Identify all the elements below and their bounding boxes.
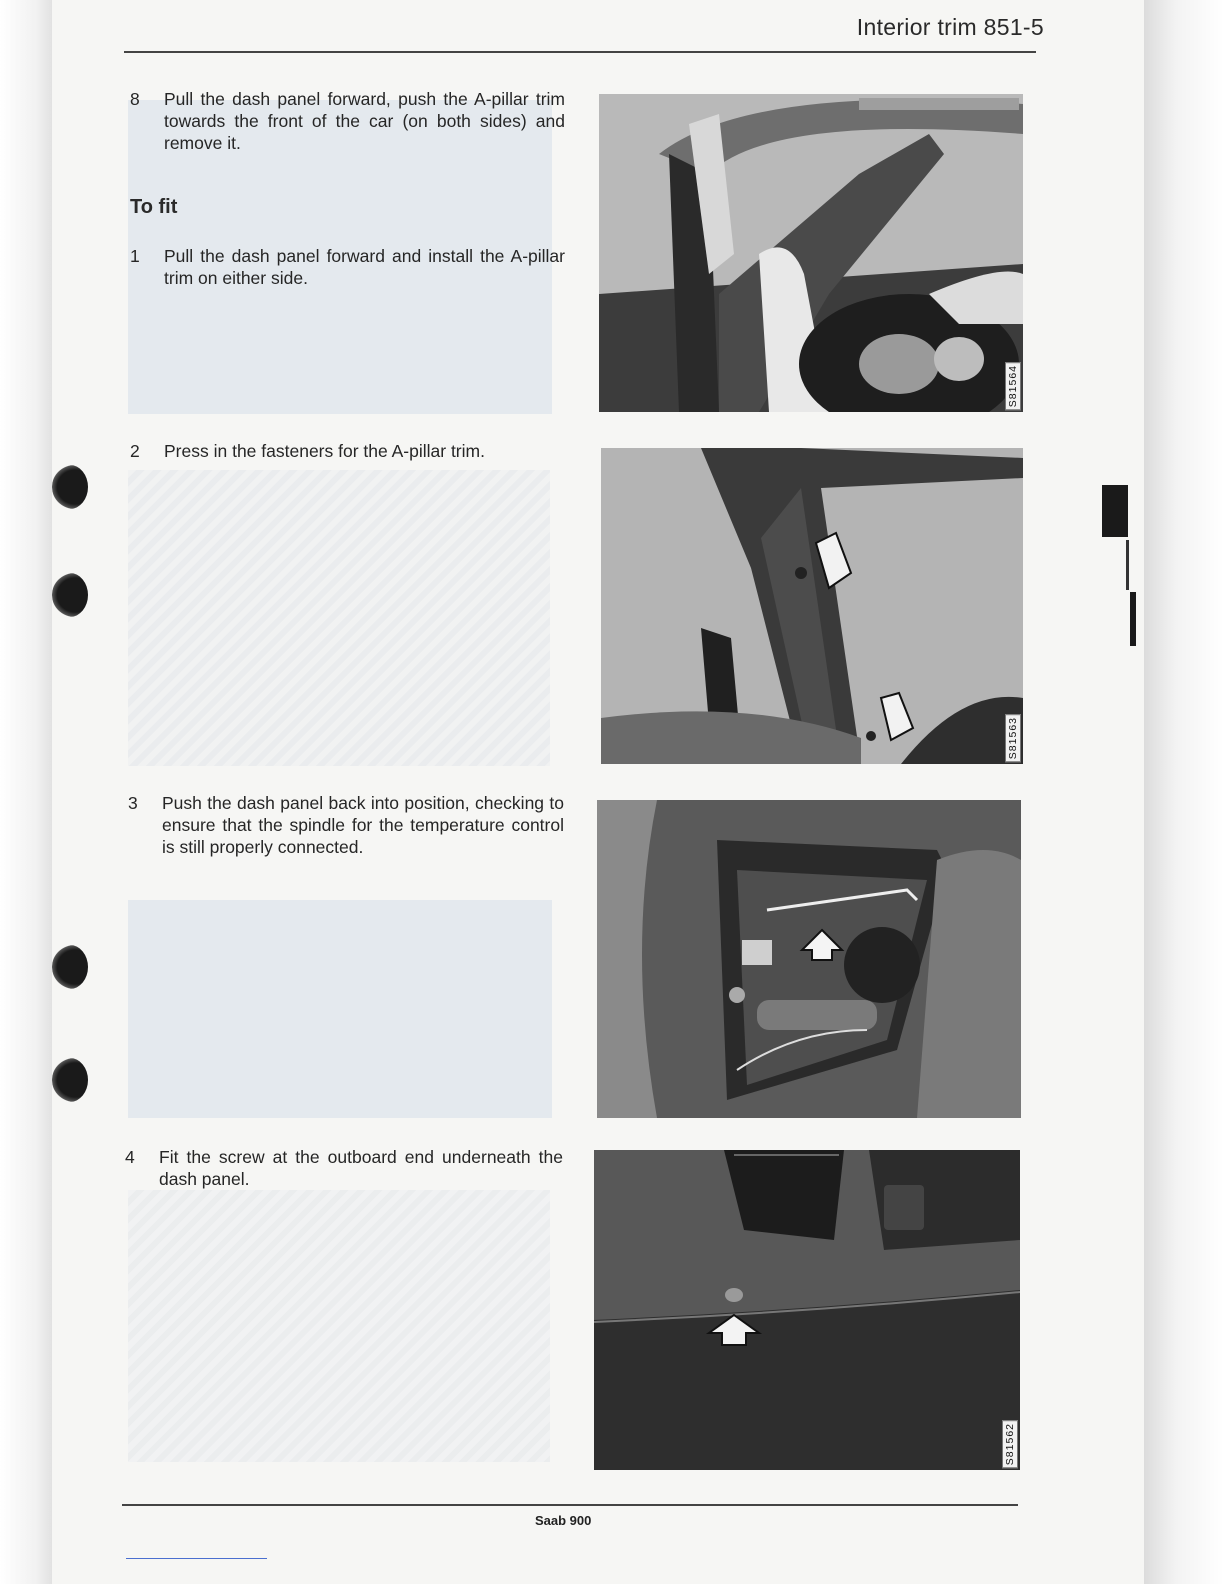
header-rule xyxy=(124,51,1036,53)
step-text: Push the dash panel back into position, checking to ensure that the spindle for the temperature control is still properly connected. xyxy=(162,793,564,857)
page-right-edge xyxy=(1144,0,1224,1584)
page-title: Interior trim 851-5 xyxy=(856,14,1044,40)
photo-a-pillar-removal xyxy=(599,94,1023,412)
section-heading: To fit xyxy=(130,196,178,218)
instruction-step xyxy=(125,1146,563,1190)
binder-hole xyxy=(52,945,88,989)
photo-dash-screw xyxy=(594,1150,1020,1470)
instruction-step xyxy=(130,88,565,154)
binder-hole xyxy=(52,1058,88,1102)
section-tab-line xyxy=(1130,592,1136,646)
photo-reference-code: S81563 xyxy=(1005,714,1021,762)
step-number: 8 xyxy=(130,89,140,109)
step-number: 2 xyxy=(130,441,140,461)
binder-hole xyxy=(52,465,88,509)
step-number: 4 xyxy=(125,1147,135,1167)
bleed-through-panel xyxy=(128,900,552,1118)
binder-hole xyxy=(52,573,88,617)
bleed-through-panel xyxy=(128,470,550,766)
photo-a-pillar-fasteners xyxy=(601,448,1023,764)
bleed-through-panel xyxy=(128,1190,550,1462)
step-text: Pull the dash panel forward, push the A-pillar trim towards the front of the car (on both sides) and remove it. xyxy=(164,89,565,153)
footer-model-name: Saab 900 xyxy=(535,1513,592,1528)
footer-rule xyxy=(122,1504,1018,1506)
step-text: Fit the screw at the outboard end underneath the dash panel. xyxy=(159,1147,563,1189)
step-number: 1 xyxy=(130,246,140,266)
step-number: 3 xyxy=(128,793,138,813)
instruction-step xyxy=(128,792,564,858)
photo-reference-code: S81564 xyxy=(1005,362,1021,410)
step-text: Pull the dash panel forward and install the A-pillar trim on either side. xyxy=(164,246,565,288)
page-left-margin xyxy=(0,0,52,1584)
section-tab-marker xyxy=(1102,485,1128,537)
photo-reference-code: S81562 xyxy=(1002,1420,1018,1468)
step-text: Press in the fasteners for the A-pillar trim. xyxy=(164,441,485,461)
section-tab-line xyxy=(1126,540,1129,590)
instruction-step xyxy=(130,245,565,289)
decorative-line xyxy=(126,1558,267,1559)
instruction-step xyxy=(130,440,570,462)
photo-temperature-spindle xyxy=(597,800,1021,1118)
